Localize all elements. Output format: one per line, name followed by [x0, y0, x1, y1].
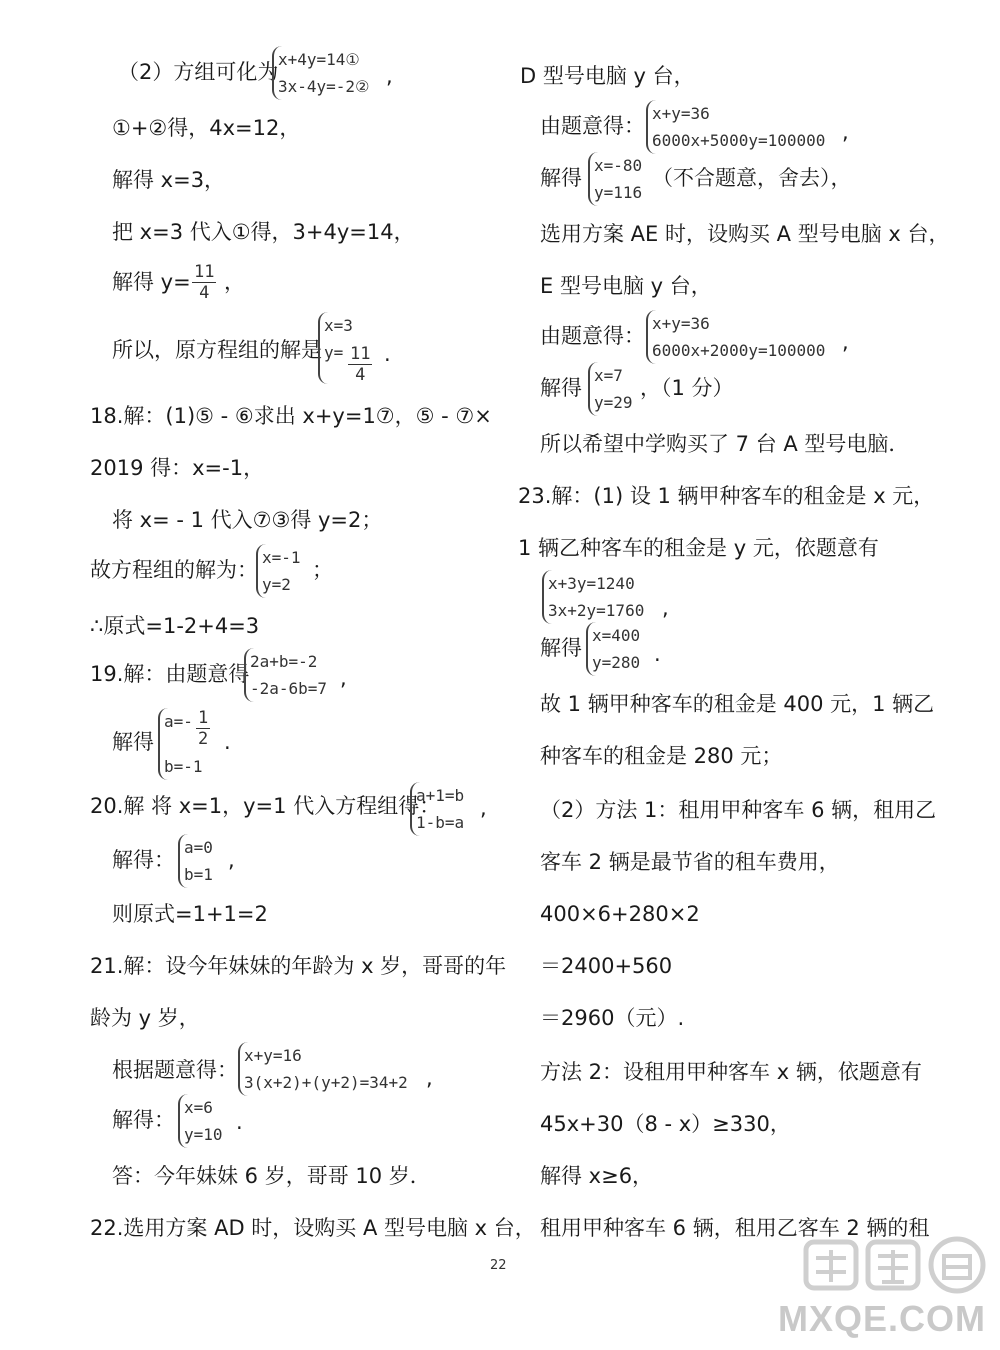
text-line: 23.解：(1) 设 1 辆甲种客车的租金是 x 元，: [518, 484, 935, 508]
equation-system: [646, 310, 825, 364]
equation: y=280: [592, 653, 641, 672]
text-line: 方法 2：设租用甲种客车 x 辆，依题意有: [540, 1060, 922, 1084]
fraction: $\frac{11}{4}$: [350, 344, 371, 385]
text-line: 45x+30（8 - x）≥330，: [540, 1112, 791, 1136]
text-line: 种客车的租金是 280 元；: [540, 744, 783, 768]
equation: x=7: [594, 366, 623, 385]
equation: 3x+2y=1760: [548, 601, 645, 620]
text-line: 故方程组的解为：: [90, 558, 258, 582]
equation-system: [586, 622, 640, 676]
equation-system: [588, 152, 642, 206]
equation: a=-: [164, 712, 193, 731]
text-line: 所以，原方程组的解是: [112, 338, 322, 362]
text-line: 解得：: [112, 848, 175, 872]
equation: a+1=b: [416, 786, 465, 805]
equation-system: [588, 362, 633, 416]
equation: x=400: [592, 626, 641, 645]
text-line: 解得: [112, 730, 154, 754]
text-line: 解得: [540, 636, 582, 660]
text-line: 20.解 将 x=1，y=1 代入方程组得：: [90, 794, 441, 818]
text-line: 故 1 辆甲种客车的租金是 400 元，1 辆乙: [540, 692, 935, 716]
equation-system: [178, 1094, 223, 1148]
text-line: 答：今年妹妹 6 岁，哥哥 10 岁．: [112, 1164, 431, 1188]
equation: y=2: [262, 575, 291, 594]
watermark-url: MXQE.COM: [777, 1298, 986, 1339]
fraction: $\frac{1}{2}$: [198, 708, 209, 749]
text-line: E 型号电脑 y 台，: [540, 274, 712, 298]
text-line: 把 x=3 代入①得，3+4y=14，: [112, 220, 415, 244]
fraction: $\frac{11}{4}$: [194, 262, 215, 303]
text-line: 选用方案 AE 时，设购买 A 型号电脑 x 台，: [540, 222, 950, 246]
equation: 3(x+2)+(y+2)=34+2: [244, 1073, 408, 1092]
equation: y=116: [594, 183, 643, 202]
text-line: 由题意得：: [540, 114, 645, 138]
text-line: 客车 2 辆是最节省的租车费用，: [540, 850, 840, 874]
text-line: （2）方法 1：租用甲种客车 6 辆，租用乙: [540, 798, 937, 822]
equation: x=3: [324, 316, 353, 335]
answer-page: （2）方组可化为 x+4y=14① 3x-4y=-2② , ①+②得，4x=12， 解得 x=3， 把 x=3 代入①得，3+4y=14， 解得 y= $\frac{11}{4}$ ， 所以，原方程组的解是 x=3 y= $\frac{11}{4}$ . 18.解：(1)⑤ - ⑥求出 x+y=1⑦，⑤ - ⑦× 2019 得：x=-1， 将 x= - 1 代入⑦③得 y=2； 故方程组的解为： x=-1 y=2 ； ∴原式=1-2+4=3 19.解：由题意得 2a+b=-2 -2a-6b=7 , 解得 a=- b=-1 $\frac{1}{2}$ . 20.解 将 x=1，y=1 代入方程组得： a+1=b 1-b=a , 解得： a=0 b=1 , 则原式=1+1=2 21.解：设今年妹妹的年龄为 x 岁，哥哥的年 龄为 y 岁， 根据题意得： x+y=16 3(x+2)+(y+2)=34+2 , 解得： x=6 y=10 . 答：今年妹妹 6 岁，哥哥 10 岁． 22.选用方案 AD 时，设购买 A 型号电脑 x 台， D 型号电脑 y 台， 由题意得： x+y=36 6000x+5000y=100000 , 解得 x=-80 y=116 （不合题意，舍去）， 选用方案 AE 时，设购买 A 型号电脑 x 台， E 型号电脑 y 台， 由题意得： x+y=36 6000x+2000y=100000 , 解得 x=7 y=29 ，（1 分） 所以希望中学购买了 7 台 A 型号电脑． 23.解：(1) 设 1 辆甲种客车的租金是 x 元， 1 辆乙种客车的租金是 y 元，依题意有 x+3y=1240 3x+2y=1760 , 解得 x=400 y=280 . 故 1 辆甲种客车的租金是 400 元，1 辆乙 种客车的租金是 280 元； （2）方法 1：租用甲种客车 6 辆，租用乙 客车 2 辆是最节省的租车费用， 400×6+280×2 ＝2400+560 ＝2960（元）. 方法 2：设租用甲种客车 x 辆，依题意有 45x+30（8 - x）≥330， 解得 x≥6， 租用甲种客车 6 辆，租用乙客车 2 辆的租 22 MXQE.COM: [0, 0, 1000, 1350]
text-line: 21.解：设今年妹妹的年龄为 x 岁，哥哥的年: [90, 954, 507, 978]
equation: a=0: [184, 838, 213, 857]
text-line: ，（1 分）: [640, 376, 734, 400]
equation-system: [646, 100, 825, 154]
watermark: [777, 1234, 992, 1344]
text-line: 解得 y=: [112, 270, 191, 294]
text-line: 龄为 y 岁，: [90, 1006, 200, 1030]
equation-system: [272, 46, 369, 100]
equation: 6000x+2000y=100000: [652, 341, 826, 360]
text-line: 解得 x≥6，: [540, 1164, 654, 1188]
text-line: 1 辆乙种客车的租金是 y 元，依题意有: [518, 536, 879, 560]
text-line: 19.解：由题意得: [90, 662, 250, 686]
equation: 1-b=a: [416, 813, 465, 832]
text-line: 22.选用方案 AD 时，设购买 A 型号电脑 x 台，: [90, 1216, 536, 1240]
equation: x=-80: [594, 156, 643, 175]
text-line: ＝2400+560: [540, 954, 673, 978]
equation: y=29: [594, 393, 633, 412]
equation: 2a+b=-2: [250, 652, 318, 671]
equation: x+y=16: [244, 1046, 302, 1065]
text-line: ＝2960（元）.: [540, 1006, 685, 1030]
equation-system: [542, 570, 644, 624]
equation: b=1: [184, 865, 213, 884]
text-line: D 型号电脑 y 台，: [520, 64, 695, 88]
equation: b=-1: [164, 757, 203, 776]
text-line: 解得：: [112, 1108, 175, 1132]
equation: y=10: [184, 1125, 223, 1144]
text-line: 解得: [540, 166, 582, 190]
page-number: 22: [490, 1258, 507, 1273]
equation: x+y=36: [652, 314, 710, 333]
equation: 3x-4y=-2②: [278, 77, 370, 96]
text-line: 由题意得：: [540, 324, 645, 348]
text-line: 租用甲种客车 6 辆，租用乙客车 2 辆的租: [540, 1216, 930, 1240]
equation: -2a-6b=7: [250, 679, 328, 698]
text-line: 解得: [540, 376, 582, 400]
equation: 6000x+5000y=100000: [652, 131, 826, 150]
equation: x+4y=14①: [278, 50, 360, 69]
equation-system: [410, 782, 464, 836]
text-line: （不合题意，舍去），: [652, 166, 852, 190]
answer-circle-logo-icon: [802, 1234, 992, 1296]
equation-system: [244, 648, 327, 702]
equation-system: [178, 834, 213, 888]
text-line: 将 x= - 1 代入⑦③得 y=2；: [112, 508, 383, 532]
text-line: 解得 x=3，: [112, 168, 226, 192]
text-line: 2019 得：x=-1，: [90, 456, 265, 480]
text-line: ①+②得，4x=12，: [112, 116, 301, 140]
text-line: ∴原式=1-2+4=3: [90, 614, 260, 638]
equation: x+y=36: [652, 104, 710, 123]
equation: x=-1: [262, 548, 301, 567]
text-line: （2）方组可化为: [118, 60, 279, 84]
equation-system: [256, 544, 301, 598]
equation-system: [238, 1042, 408, 1096]
equation: y=: [324, 343, 344, 362]
text-line: 根据题意得：: [112, 1058, 238, 1082]
text-line: 所以希望中学购买了 7 台 A 型号电脑．: [540, 432, 910, 456]
text-line: 则原式=1+1=2: [112, 902, 268, 926]
text-line: 400×6+280×2: [540, 902, 700, 926]
equation: x=6: [184, 1098, 213, 1117]
text-line: 18.解：(1)⑤ - ⑥求出 x+y=1⑦，⑤ - ⑦×: [90, 404, 492, 428]
equation: x+3y=1240: [548, 574, 635, 593]
